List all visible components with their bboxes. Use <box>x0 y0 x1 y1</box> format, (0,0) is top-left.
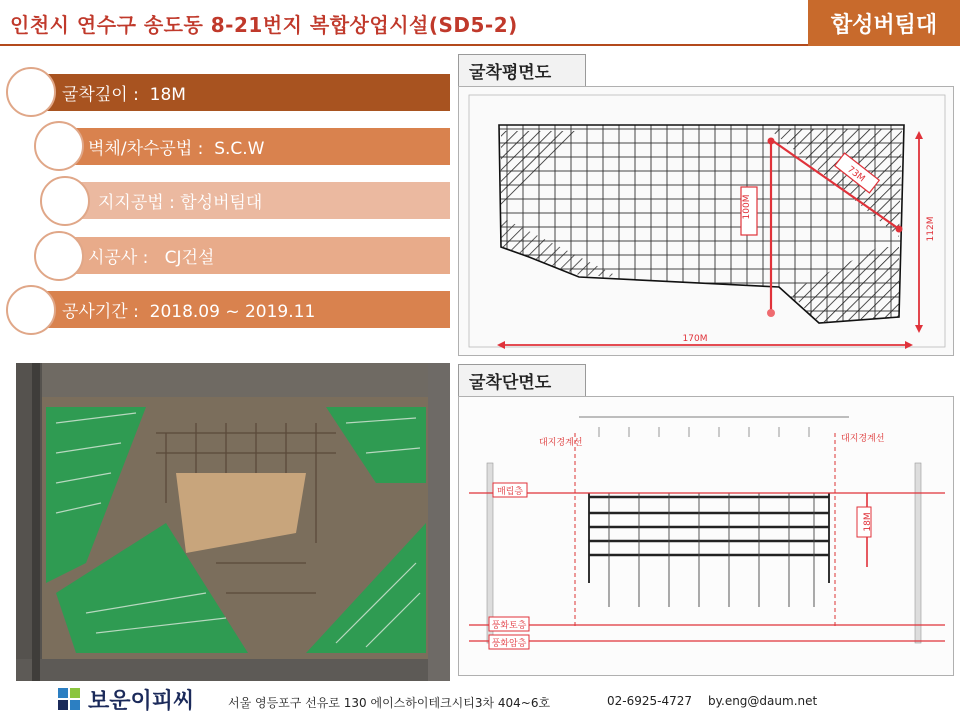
plan-dim-73m: 73M <box>845 164 867 185</box>
page-title: 인천시 연수구 송도동 8-21번지 복합상업시설(SD5-2) <box>10 13 518 37</box>
section-depth: 18M <box>863 512 873 532</box>
info-wall <box>60 128 450 165</box>
bullet-circle <box>40 176 90 226</box>
info-support <box>66 182 450 219</box>
section-drawing <box>458 396 954 676</box>
info-support-text: 지지공법 : 합성버팀대 <box>98 193 263 213</box>
method-tag: 합성버팀대 <box>808 0 960 46</box>
info-depth-text: 굴착깊이 : 18M <box>62 85 186 105</box>
plan-drawing <box>458 86 954 356</box>
info-depth <box>30 74 450 111</box>
info-period <box>30 291 450 328</box>
aerial-photo-graphic <box>16 363 450 681</box>
section-boundary-left: 대지경계선 <box>539 438 583 448</box>
bullet-circle <box>6 67 56 117</box>
aerial-photo <box>16 363 450 681</box>
layer-weathered-rock: 풍화암층 <box>491 639 527 649</box>
info-period-text: 공사기간 : 2018.09 ~ 2019.11 <box>62 302 316 322</box>
bullet-circle <box>34 231 84 281</box>
info-contractor-text: 시공사 : CJ건설 <box>88 248 215 268</box>
plan-dim-170m: 170M <box>682 334 708 344</box>
section-drawing-graphic <box>459 397 953 675</box>
header-divider <box>0 44 808 46</box>
company-logo: 보운이피씨 <box>88 689 195 714</box>
company-email: by.eng@daum.net <box>708 694 818 708</box>
company-address: 서울 영등포구 선유로 130 에이스하이테크시티3차 404~6호 <box>228 696 551 710</box>
company-logo-icon <box>58 688 80 710</box>
plan-dim-100m: 100M <box>742 194 752 220</box>
plan-drawing-graphic <box>459 87 953 355</box>
info-contractor <box>60 237 450 274</box>
plan-label: 굴착평면도 <box>458 54 586 86</box>
info-wall-text: 벽체/차수공법 : S.C.W <box>88 139 265 159</box>
layer-weathered-soil: 풍화토층 <box>491 621 527 631</box>
bullet-circle <box>34 121 84 171</box>
plan-dim-112m: 112M <box>926 216 936 242</box>
section-label: 굴착단면도 <box>458 364 586 396</box>
section-boundary-right: 대지경계선 <box>841 434 885 444</box>
bullet-circle <box>6 285 56 335</box>
company-phone: 02-6925-4727 <box>607 694 693 708</box>
layer-fill: 매립층 <box>496 487 524 497</box>
